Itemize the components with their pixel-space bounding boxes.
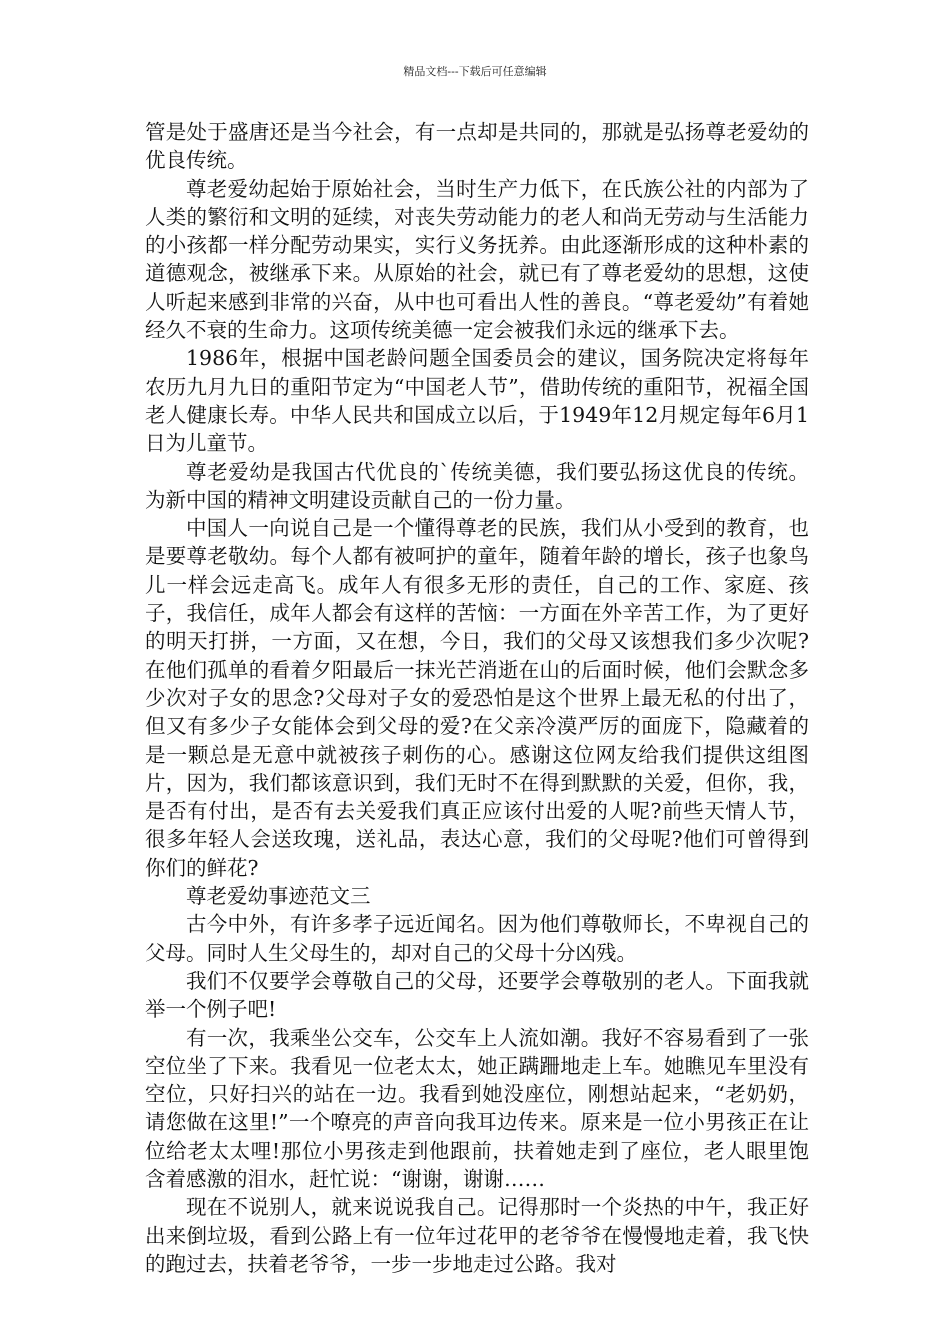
paragraph: 管是处于盛唐还是当今社会，有一点却是共同的，那就是弘扬尊老爱幼的优良传统。 [145,120,809,173]
paragraph: 有一次，我乘坐公交车，公交车上人流如潮。我好不容易看到了一张空位坐了下来。我看见一位老太太，她正蹒跚地走上车。她瞧见车里没有空位，只好扫兴的站在一边。我看到她没座位，刚想站起来，“老奶奶，请您做在这里!”一个嘹亮的声音向我耳边传来。原来是一位小男孩正在让位给老太太哩!那位小男孩走到他跟前，扶着她走到了座位，老人眼里饱含着感激的泪水，赶忙说：“谢谢，谢谢…… [145,1025,809,1191]
page-header: 精品文档---下载后可任意编辑 [403,65,547,78]
paragraph: 我们不仅要学会尊敬自己的父母，还要学会尊敬别的老人。下面我就举一个例子吧! [145,968,809,1022]
paragraph: 中国人一向说自己是一个懂得尊老的民族，我们从小受到的教育，也是要尊老敬幼。每个人都有被呵护的童年，随着年龄的增长，孩子也象鸟儿一样会远走高飞。成年人有很多无形的责任，自己的工作、家庭、孩子，我信任，成年人都会有这样的苦恼：一方面在外辛苦工作，为了更好的明天打拼，一方面，又在想，今日，我们的父母又该想我们多少次呢?在他们孤单的看着夕阳最后一抹光芒消逝在山的后面时候，他们会默念多少次对子女的思念?父母对子女的爱恐怕是这个世界上最无私的付出了，但又有多少子女能体会到父母的爱?在父亲冷漠严厉的面庞下，隐藏着的是一颗总是无意中就被孩子刺伤的心。感谢这位网友给我们提供这组图片，因为，我们都该意识到，我们无时不在得到默默的关爱，但你，我，是否有付出，是否有去关爱我们真正应该付出爱的人呢?前些天情人节，很多年轻人会送玫瑰，送礼品，表达心意，我们的父母呢?他们可曾得到你们的鲜花? [145,516,809,880]
paragraph: 尊老爱幼是我国古代优良的`传统美德，我们要弘扬这优良的传统。为新中国的精神文明建设贡献自己的一份力量。 [145,459,809,512]
paragraph: 古今中外，有许多孝子远近闻名。因为他们尊敬师长，不卑视自己的父母。同时人生父母生的，却对自己的父母十分凶残。 [145,912,809,965]
document-body [145,118,809,1278]
section-heading: 尊老爱幼事迹范文三 [186,884,371,909]
paragraph: 现在不说别人，就来说说我自己。记得那时一个炎热的中午，我正好出来倒垃圾，看到公路上有一位年过花甲的老爷爷在慢慢地走着，我飞快的跑过去，扶着老爷爷，一步一步地走过公路。我对 [145,1195,809,1276]
paragraph: 尊老爱幼起始于原始社会，当时生产力低下，在氏族公社的内部为了人类的繁衍和文明的延续，对丧失劳动能力的老人和尚无劳动与生活能力的小孩都一样分配劳动果实，实行义务抚养。由此逐渐形成的这种朴素的道德观念，被继承下来。从原始的社会，就已有了尊老爱幼的思想，这使人听起来感到非常的兴奋，从中也可看出人性的善良。“尊老爱幼”有着她经久不衰的生命力。这项传统美德一定会被我们永远的继承下去。 [145,176,809,343]
paragraph: 1986年，根据中国老龄问题全国委员会的建议，国务院决定将每年农历九月九日的重阳节定为“中国老人节”，借助传统的重阳节，祝福全国老人健康长寿。中华人民共和国成立以后，于1949年12月规定每年6月1日为儿童节。 [145,346,809,456]
